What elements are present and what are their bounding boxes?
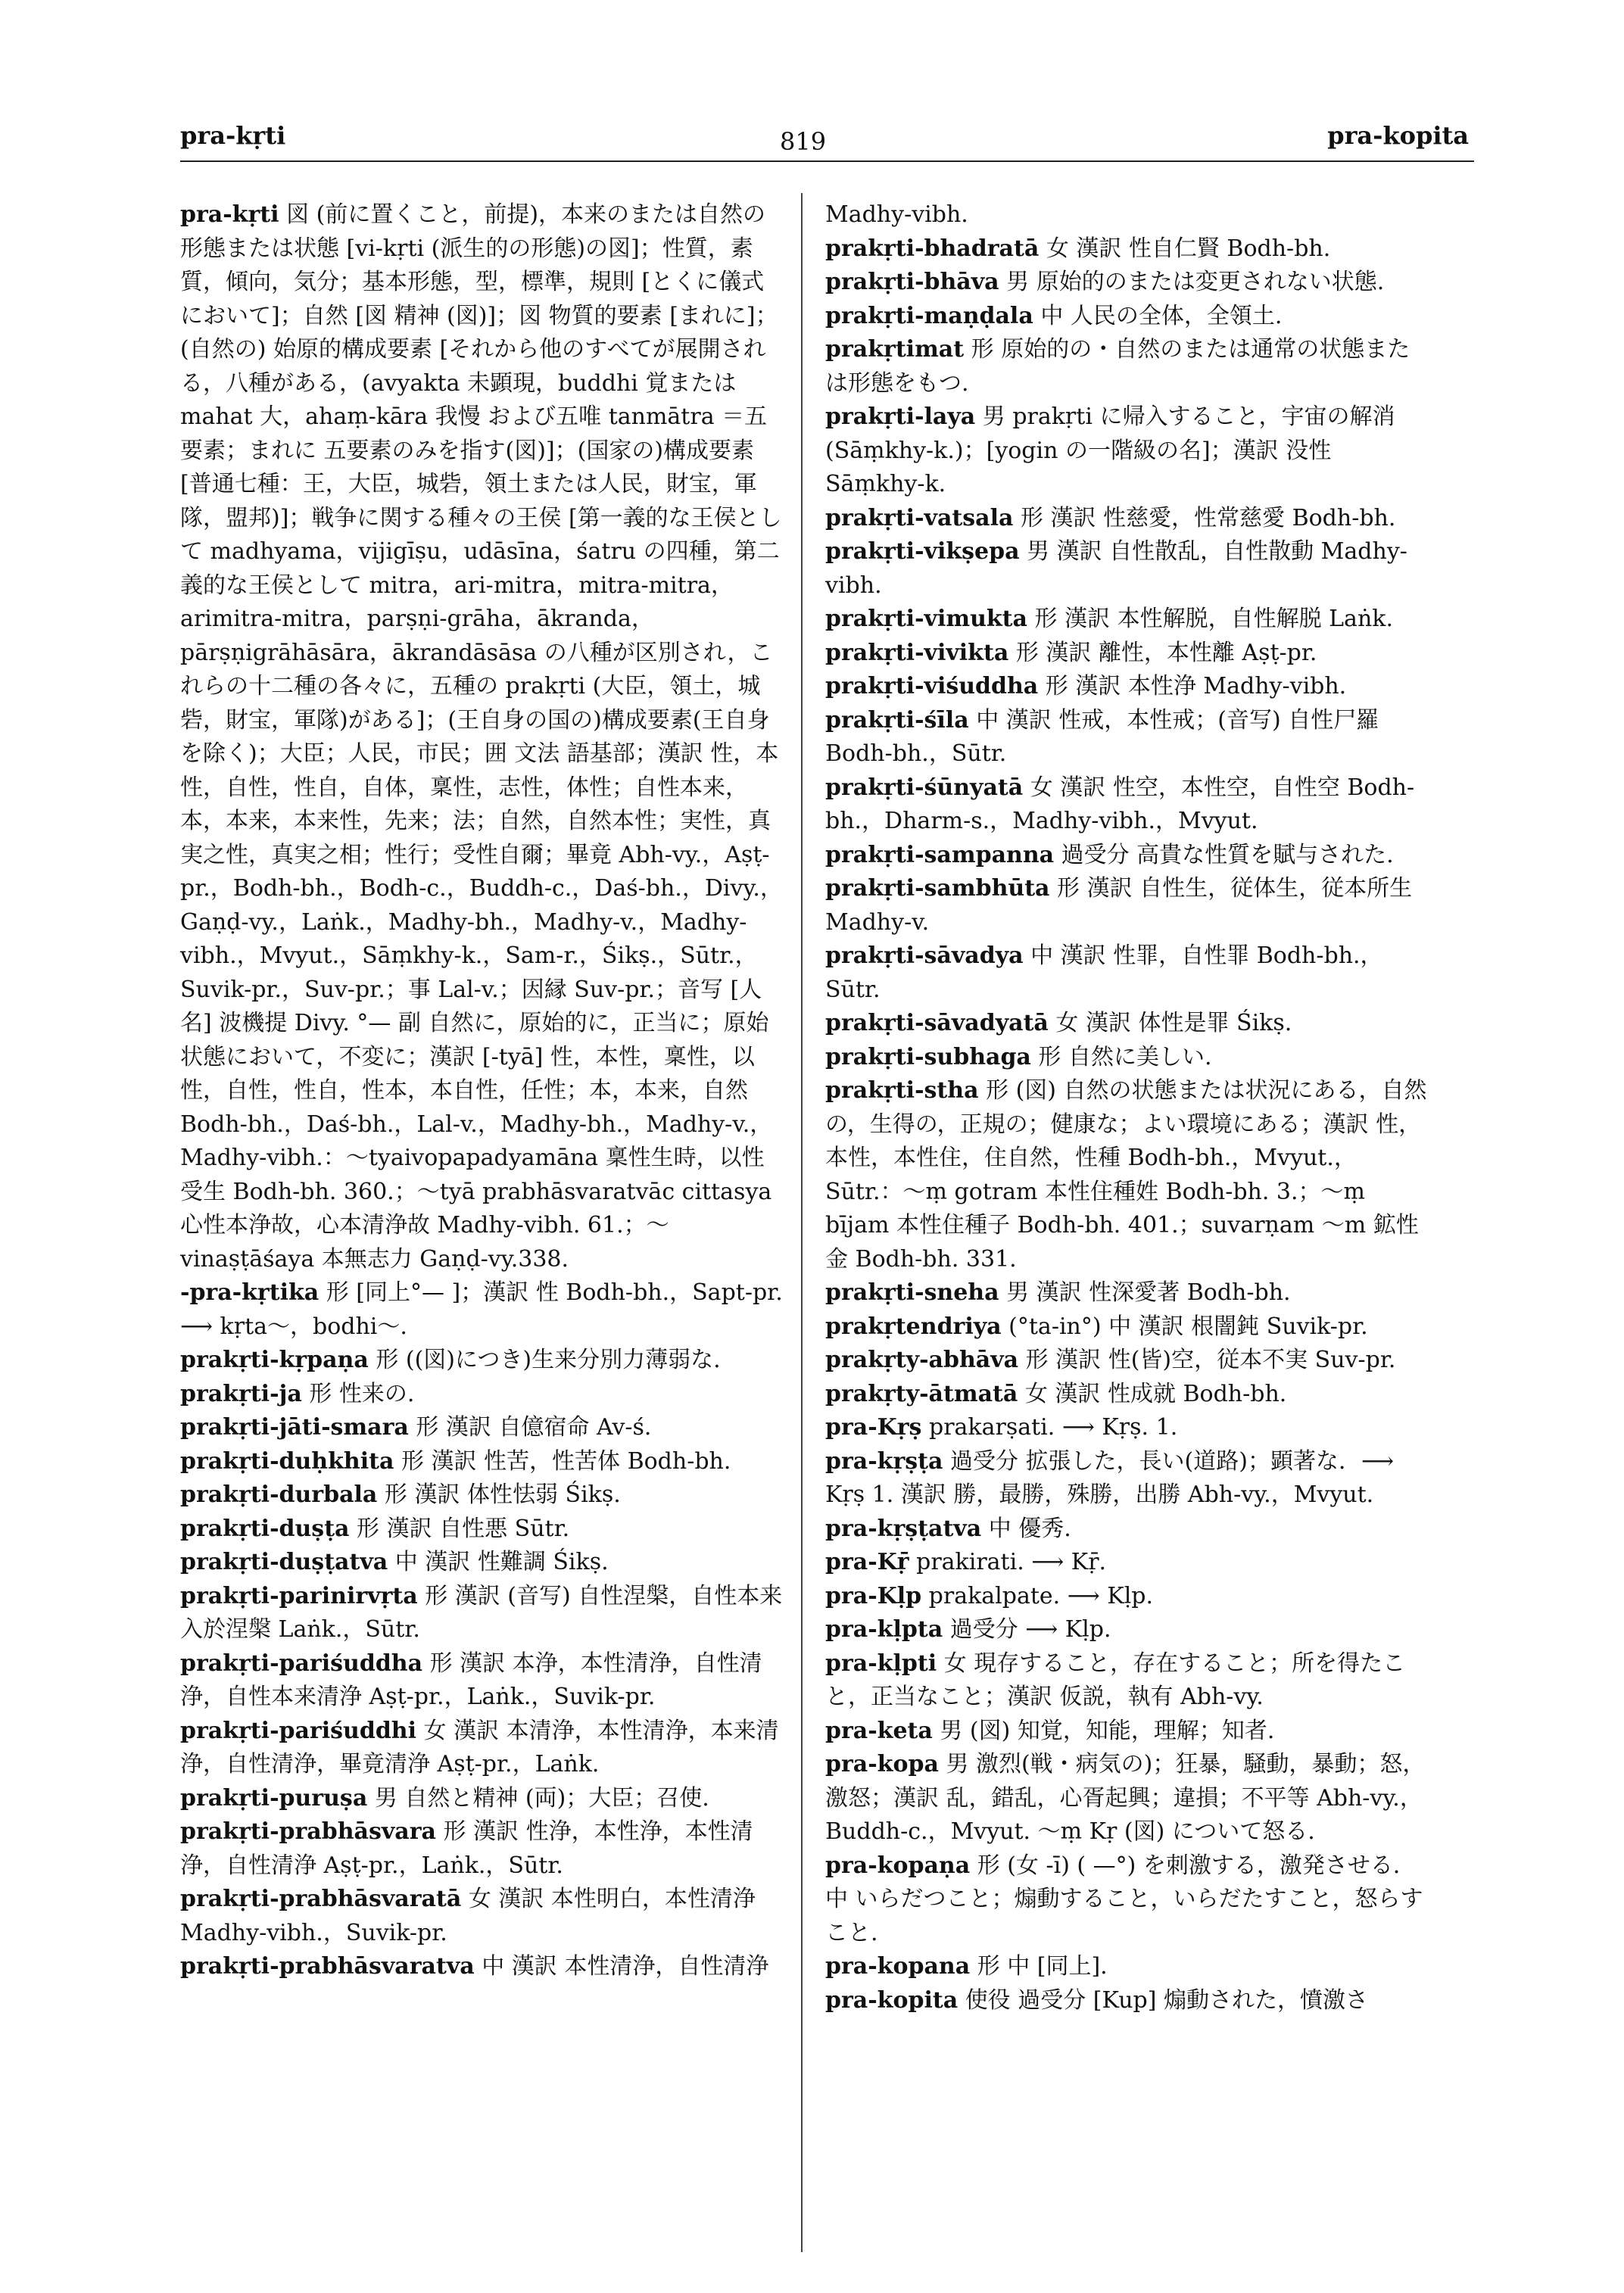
dictionary-entry <box>825 1074 1431 1276</box>
headword: prakṛti-sambhūta <box>825 875 1050 902</box>
definition: 形 自然に美しい. <box>1038 1043 1212 1070</box>
dictionary-entry <box>825 603 1431 637</box>
headword: prakṛti-parinirvṛta <box>180 1582 418 1609</box>
definition: 過受分 拡張した，長い(道路)；顕著な．⟶ Kṛṣ 1. 漢訳 勝，最勝，殊勝，出勝 Abh-vy.，Mvyut. <box>825 1447 1394 1508</box>
dictionary-entry <box>180 1276 786 1344</box>
dictionary-entry <box>180 1513 786 1547</box>
definition: 図 (前に置くこと，前提)，本来のまたは自然の形態または状態 [vi-kṛti (派生的の形態)の図]；性質，素質，傾向，気分；基本形態，型，標準，規則 [とくに儀式において]；自然 [図 精神 (図)]；図 物質的要素 [まれに]；(自然の) 始原的構成要素 [それから他のすべてが展開される，八種がある，(avyakta 未顕現，buddhi 覚または mahat 大，ahaṃ-kāra 我慢 および五唯 tanmātra ＝五要素；まれに 五要素のみを指す(図)]；(国家の)構成要素 [普通七種：王，大臣，城砦，領土または人民，財宝，軍隊，盟邦)]；戦争に関する種々の王侯 [第一義的な王侯として madhyama，vijigīṣu，udāsīna，śatru の四種，第二義的な王侯として mitra，ari-mitra，mitra-mitra，arimitra-mitra，parṣṇi-grāha，ākranda，pārṣṇigrāhāsāra，ākrandāsāsa の八種が区別され，これらの十二種の各々に，五種の prakṛti (大臣，領土，城砦，財宝，軍隊)がある]；(王自身の国の)構成要素(王自身を除く)；大臣；人民，市民；囲 文法 語基部；漢訳 性，本性，自性，性自，自体，稟性，志性，体性；自性本来，本，本来，本来性，先来；法；自然，自然本性；実性，真実之性，真実之相；性行；受性自爾；畢竟 Abh-vy.，Aṣṭ-pr.，Bodh-bh.，Bodh-c.，Buddh-c.，Daś-bh.，Divy.，Gaṇḍ-vy.，Laṅk.，Madhy-bh.，Madhy-v.，Madhy-vibh.，Mvyut.，Sāṃkhy-k.，Sam-r.，Śikṣ.，Sūtr.，Suvik-pr.，Suv-pr.；事 Lal-v.；因縁 Suv-pr.；音写 [人名] 波機提 Divy. °— 副 自然に，原始的に，正当に；原始状態において，不変に；漢訳 [-tyā] 性，本性，稟性，以性，自性，性自，性本，本自性，任性；本，本来，自然 Bodh-bh.，Daś-bh.，Lal-v.，Madhy-bh.，Madhy-v.，Madhy-vibh.：～tyaivopapadyamāna 稟性生時，以性受生 Bodh-bh. 360.；～tyā prabhāsvaratvāc cittasya 心性本浄故，心本清浄故 Madhy-vibh. 61.；～vinaṣṭāśaya 本無志力 Gaṇḍ-vy.338. <box>180 201 783 1273</box>
definition: 使役 過受分 [Kup] 煽動された，憤激さ <box>965 1986 1368 2014</box>
dictionary-entry <box>825 670 1431 704</box>
definition: 男 漢訳 自性散乱，自性散動 Madhy-vibh. <box>825 538 1407 599</box>
dictionary-entry <box>180 1344 786 1378</box>
headword: prakṛti-subhaga <box>825 1043 1031 1070</box>
dictionary-entry <box>180 1378 786 1412</box>
dictionary-entry <box>825 400 1431 502</box>
headword: prakṛti-duḥkhita <box>180 1447 394 1475</box>
dictionary-entry <box>825 1613 1431 1647</box>
definition: prakarṣati. ⟶ Kṛṣ. 1. <box>929 1414 1178 1441</box>
dictionary-entry <box>180 198 786 1276</box>
headword: prakṛti-śūnyatā <box>825 774 1024 801</box>
dictionary-entry <box>825 1378 1431 1412</box>
definition: 形 (女 -ī) ( —°) を刺激する，激発させる．中 いらだつこと；煽動すること，いらだたすこと，怒らすこと. <box>825 1852 1423 1946</box>
dictionary-entry <box>825 771 1431 839</box>
definition: 中 漢訳 性難調 Śikṣ. <box>394 1549 609 1575</box>
definition: 過受分 高貴な性質を賦与された. <box>1061 841 1394 868</box>
headword: prakṛti-puruṣa <box>180 1784 368 1812</box>
headword: pra-kopaṇa <box>825 1852 971 1879</box>
definition: 女 漢訳 本清浄，本性清浄，本来清浄，自性清浄，畢竟清浄 Aṣṭ-pr.，Laṅk. <box>180 1717 779 1777</box>
headword: pra-kṛti <box>180 201 279 228</box>
definition: 女 現存すること，存在すること；所を得たこと，正当なこと；漢訳 仮説，執有 Abh-vy. <box>825 1650 1406 1710</box>
definition: 形 [同上°— ]；漢訳 性 Bodh-bh.，Sapt-pr. ⟶ kṛta～，bodhi～. <box>180 1279 783 1340</box>
right-column <box>825 198 1431 2017</box>
dictionary-entry <box>180 1883 786 1950</box>
definition: 形 漢訳 離性，本性離 Aṣṭ-pr. <box>1015 639 1317 666</box>
headword: prakṛti-bhāva <box>825 269 999 295</box>
definition: 形 漢訳 自性生，従体生，従本所生 Madhy-v. <box>825 875 1413 936</box>
definition: 中 優秀. <box>988 1515 1071 1542</box>
headword: prakṛtendriya <box>825 1313 1002 1340</box>
definition: 女 漢訳 性成就 Bodh-bh. <box>1024 1380 1287 1407</box>
headword: prakṛti-vivikta <box>825 639 1009 666</box>
dictionary-entry <box>825 704 1431 771</box>
page-number: 819 <box>780 127 827 156</box>
left-column <box>180 198 786 1984</box>
definition: 形 漢訳 性苦，性苦体 Bodh-bh. <box>401 1447 731 1475</box>
headword: pra-kḷpta <box>825 1616 943 1643</box>
headword: prakṛti-vimukta <box>825 606 1027 632</box>
headword: prakṛti-vatsala <box>825 504 1014 531</box>
definition: 形 漢訳 自億宿命 Av-ś. <box>416 1414 652 1441</box>
headword: prakṛti-viśuddha <box>825 673 1039 699</box>
definition: 中 漢訳 性罪，自性罪 Bodh-bh.，Sūtr. <box>825 942 1383 1003</box>
dictionary-entry <box>180 1411 786 1445</box>
dictionary-entry <box>825 1580 1431 1614</box>
running-head-right: pra-kopita <box>1327 121 1469 150</box>
definition: 中 漢訳 本性清浄，自性清浄 <box>482 1953 769 1980</box>
headword: pra-kopana <box>825 1953 971 1980</box>
definition: 男 漢訳 性深愛著 Bodh-bh. <box>1006 1279 1291 1306</box>
dictionary-entry <box>825 266 1431 300</box>
definition: 形 漢訳 体性怯弱 Śikṣ. <box>384 1481 621 1508</box>
definition: 中 漢訳 性戒，本性戒；(音写) 自性尸羅 Bodh-bh.，Sūtr. <box>825 706 1379 767</box>
header-rule <box>180 160 1474 162</box>
definition: Madhy-vibh. <box>825 201 968 228</box>
definition: prakalpate. ⟶ Kḷp. <box>928 1582 1154 1609</box>
definition: 形 漢訳 性慈愛，性常慈愛 Bodh-bh. <box>1020 504 1396 531</box>
dictionary-entry <box>180 1647 786 1715</box>
headword: prakṛti-sāvadya <box>825 942 1024 969</box>
dictionary-entry <box>825 1748 1431 1849</box>
definition: 男 原始的のまたは変更されない状態. <box>1006 269 1385 295</box>
headword: prakṛti-duṣṭa <box>180 1515 350 1542</box>
dictionary-entry <box>825 839 1431 873</box>
dictionary-entry <box>825 198 1431 232</box>
headword: pra-kḷpti <box>825 1650 937 1677</box>
dictionary-entry <box>825 1041 1431 1075</box>
headword: pra-kopa <box>825 1751 939 1777</box>
dictionary-entry <box>825 939 1431 1007</box>
dictionary-entry <box>825 333 1431 400</box>
dictionary-entry <box>825 872 1431 939</box>
headword: prakṛti-pariśuddhi <box>180 1717 416 1744</box>
dictionary-entry <box>180 1478 786 1513</box>
headword: prakṛti-prabhāsvaratā <box>180 1886 462 1912</box>
definition: 女 漢訳 体性是罪 Śikṣ. <box>1055 1010 1292 1036</box>
definition: 女 漢訳 性自仁賢 Bodh-bh. <box>1046 235 1331 262</box>
headword: prakṛti-laya <box>825 403 976 430</box>
definition: 男 自然と精神 (両)；大臣；召使. <box>374 1784 709 1812</box>
definition: 形 性来の. <box>309 1380 415 1407</box>
dictionary-entry <box>180 1815 786 1883</box>
headword: pra-Kṝ <box>825 1549 909 1575</box>
dictionary-entry <box>180 1546 786 1580</box>
running-head-left: pra-kṛti <box>180 121 286 150</box>
headword: prakṛti-kṛpaṇa <box>180 1347 369 1373</box>
definition: 男 (図) 知覚，知能，理解；知者. <box>940 1717 1275 1744</box>
headword: prakṛti-durbala <box>180 1481 378 1508</box>
dictionary-entry <box>825 1411 1431 1445</box>
headword: prakṛti-prabhāsvaratva <box>180 1953 475 1980</box>
dictionary-entry <box>825 1310 1431 1344</box>
dictionary-entry <box>825 1546 1431 1580</box>
headword: pra-Kṛṣ <box>825 1414 922 1441</box>
dictionary-entry <box>180 1580 786 1647</box>
headword: prakṛti-bhadratā <box>825 235 1040 262</box>
dictionary-entry <box>825 300 1431 334</box>
definition: (°ta-in°) 中 漢訳 根闇鈍 Suvik-pr. <box>1008 1313 1368 1340</box>
definition: 形 漢訳 本性浄 Madhy-vibh. <box>1045 673 1347 699</box>
dictionary-entry <box>825 637 1431 671</box>
headword: prakṛti-prabhāsvara <box>180 1818 436 1845</box>
dictionary-entry <box>180 1782 786 1816</box>
headword: pra-kopita <box>825 1986 959 2014</box>
definition: 女 漢訳 性空，本性空，自性空 Bodh-bh.，Dharm-s.，Madhy-vibh.，Mvyut. <box>825 774 1415 834</box>
headword: prakṛti-duṣṭatva <box>180 1549 388 1575</box>
headword: prakṛti-sāvadyatā <box>825 1010 1049 1036</box>
headword: prakṛty-ātmatā <box>825 1380 1018 1407</box>
dictionary-entry <box>825 502 1431 536</box>
headword: prakṛti-sampanna <box>825 841 1055 868</box>
headword: prakṛty-abhāva <box>825 1347 1019 1373</box>
dictionary-entry <box>825 1984 1431 2018</box>
headword: pra-kṛṣṭatva <box>825 1515 982 1542</box>
dictionary-entry <box>180 1950 786 1984</box>
headword: prakṛti-stha <box>825 1077 979 1104</box>
dictionary-entry <box>825 1513 1431 1547</box>
headword: prakṛti-vikṣepa <box>825 538 1020 565</box>
dictionary-entry <box>825 1849 1431 1951</box>
definition: 形 中 [同上]. <box>977 1953 1108 1980</box>
definition: 形 漢訳 性(皆)空，従本不実 Suv-pr. <box>1025 1347 1396 1373</box>
headword: pra-keta <box>825 1717 933 1744</box>
dictionary-entry <box>825 1344 1431 1378</box>
definition: 中 人民の全体，全領土. <box>1040 302 1283 329</box>
headword: prakṛti-maṇḍala <box>825 302 1033 329</box>
definition: 女 漢訳 本性明白，本性清浄 Madhy-vibh.，Suvik-pr. <box>180 1886 756 1946</box>
headword: pra-kṛṣṭa <box>825 1447 943 1475</box>
definition: 男 激烈(戦・病気の)；狂暴，騒動，暴動；怒，激怒；漢訳 乱，錯乱，心胥起興；違損；不平等 Abh-vy.，Buddh-c.，Mvyut. ～ṃ Kṛ (図) について怒る. <box>825 1751 1426 1845</box>
headword: prakṛti-pariśuddha <box>180 1650 423 1677</box>
headword: prakṛti-jāti-smara <box>180 1414 409 1441</box>
dictionary-entry <box>825 1715 1431 1749</box>
headword: prakṛti-ja <box>180 1380 302 1407</box>
dictionary-entry <box>825 535 1431 603</box>
definition: 形 漢訳 本浄，本性清浄，自性清浄，自性本来清浄 Aṣṭ-pr.，Laṅk.，Suvik-pr. <box>180 1650 762 1710</box>
definition: 男 prakṛti に帰入すること，宇宙の解消 (Sāṃkhy-k.)；[yogin の一階級の名]；漢訳 没性 Sāṃkhy-k. <box>825 403 1395 497</box>
dictionary-entry <box>180 1715 786 1782</box>
column-divider <box>801 193 803 2252</box>
headword: prakṛtimat <box>825 336 965 363</box>
dictionary-entry <box>825 1007 1431 1041</box>
definition: prakirati. ⟶ Kṝ. <box>916 1549 1107 1575</box>
definition: 形 漢訳 (音写) 自性涅槃，自性本来入於涅槃 Laṅk.，Sūtr. <box>180 1582 783 1643</box>
definition: 形 ((図)につき)生来分別力薄弱な. <box>376 1347 721 1373</box>
headword: prakṛti-śīla <box>825 706 969 734</box>
dictionary-entry <box>825 232 1431 266</box>
dictionary-entry <box>825 1276 1431 1310</box>
definition: 形 漢訳 自性悪 Sūtr. <box>357 1515 570 1542</box>
dictionary-entry <box>825 1445 1431 1513</box>
definition: 形 漢訳 本性解脱，自性解脱 Laṅk. <box>1034 606 1393 632</box>
definition: 形 (図) 自然の状態または状況にある，自然の，生得の，正規の；健康な；よい環境にある；漢訳 性，本性，本性住，住自然，性種 Bodh-bh.，Mvyut.，Sūtr.：～ṃ gotram 本性住種姓 Bodh-bh. 3.；～ṃ bījam 本性住種子 Bodh-bh. 401.；suvarṇam ～m 鉱性金 Bodh-bh. 331. <box>825 1077 1427 1273</box>
headword: pra-Kḷp <box>825 1582 922 1609</box>
dictionary-entry <box>825 1950 1431 1984</box>
definition: 形 原始的の・自然のまたは通常の状態または形態をもつ. <box>825 336 1410 397</box>
definition: 形 漢訳 性浄，本性浄，本性清浄，自性清浄 Aṣṭ-pr.，Laṅk.，Sūtr. <box>180 1818 753 1879</box>
definition: 過受分 ⟶ Kḷp. <box>949 1616 1111 1643</box>
headword: -pra-kṛtika <box>180 1279 320 1306</box>
dictionary-entry <box>825 1647 1431 1715</box>
headword: prakṛti-sneha <box>825 1279 999 1306</box>
dictionary-entry <box>180 1445 786 1479</box>
